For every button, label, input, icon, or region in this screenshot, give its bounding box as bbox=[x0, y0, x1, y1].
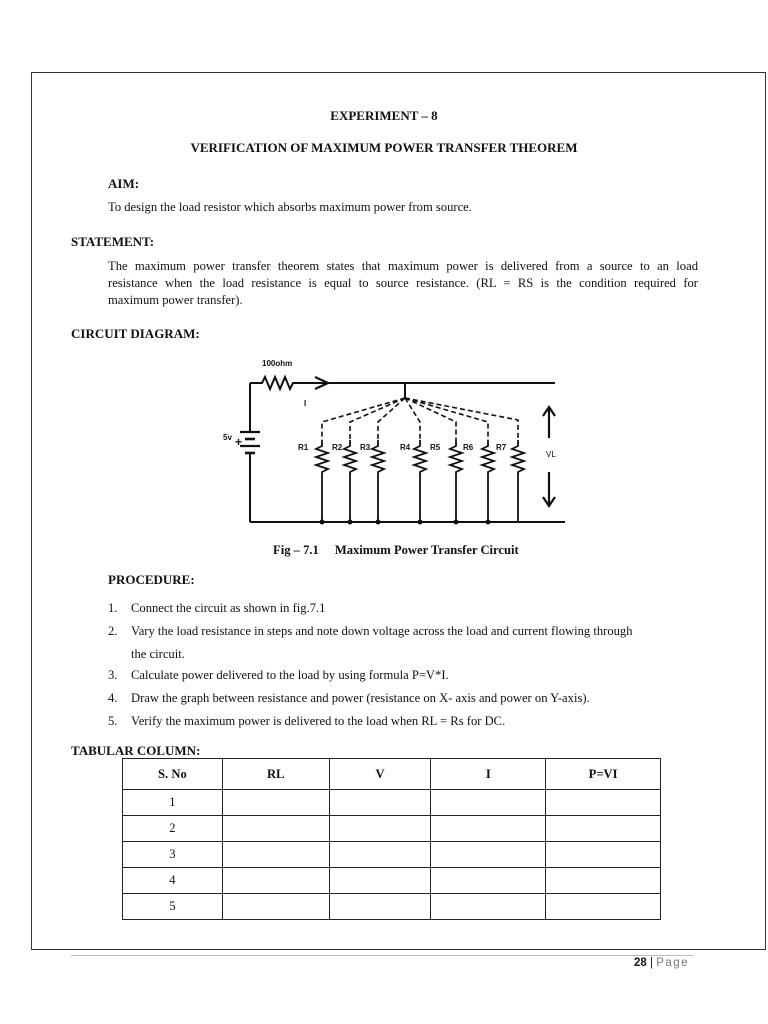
cell-rl bbox=[222, 790, 329, 816]
cell-v bbox=[329, 868, 431, 894]
resistor-r5 bbox=[450, 440, 462, 522]
vl-label: VL bbox=[546, 450, 556, 459]
resistor-r6 bbox=[482, 440, 494, 522]
resistor-r4 bbox=[414, 440, 426, 522]
table-header-row bbox=[123, 759, 661, 790]
step-text: Verify the maximum power is delivered to the load when RL = Rs for DC. bbox=[131, 714, 506, 728]
cell-sno: 1 bbox=[123, 790, 223, 816]
r6-label: R6 bbox=[463, 443, 474, 452]
table-row bbox=[123, 894, 661, 920]
experiment-subtitle: VERIFICATION OF MAXIMUM POWER TRANSFER THEOREM bbox=[190, 140, 578, 155]
cell-p bbox=[546, 842, 661, 868]
col-header-rl: RL bbox=[222, 759, 329, 790]
table-row bbox=[123, 842, 661, 868]
statement-line-3: maximum power transfer). bbox=[108, 293, 243, 307]
cell-p bbox=[546, 790, 661, 816]
source-resistor-label: 100ohm bbox=[262, 359, 293, 368]
cell-i bbox=[431, 790, 546, 816]
step-number: 1. bbox=[108, 601, 118, 615]
statement-line-2: resistance when the load resistance is equal to source resistance. (RL = RS is the condition required for bbox=[108, 276, 698, 290]
step-text: the circuit. bbox=[131, 647, 185, 661]
statement-heading: STATEMENT: bbox=[71, 234, 155, 249]
table-row bbox=[123, 790, 661, 816]
cell-sno: 4 bbox=[123, 868, 223, 894]
aim-heading: AIM: bbox=[108, 176, 140, 191]
cell-i bbox=[431, 868, 546, 894]
step-number: 4. bbox=[108, 691, 118, 705]
cell-i bbox=[431, 894, 546, 920]
step-number: 3. bbox=[108, 668, 118, 682]
figure-title: Maximum Power Transfer Circuit bbox=[334, 543, 519, 557]
cell-p bbox=[546, 868, 661, 894]
col-header-i: I bbox=[431, 759, 546, 790]
cell-rl bbox=[222, 868, 329, 894]
r3-label: R3 bbox=[360, 443, 371, 452]
aim-text: To design the load resistor which absorbs maximum power from source. bbox=[108, 200, 472, 214]
plus-label: + bbox=[235, 435, 243, 449]
statement-line-1: The maximum power transfer theorem states that maximum power is delivered from a source to an load bbox=[108, 259, 698, 273]
step-text: Connect the circuit as shown in fig.7.1 bbox=[131, 601, 326, 615]
switch-lines bbox=[322, 398, 518, 440]
cell-p bbox=[546, 816, 661, 842]
tabular-heading: TABULAR COLUMN: bbox=[71, 743, 201, 758]
cell-sno: 5 bbox=[123, 894, 223, 920]
resistor-r3 bbox=[372, 440, 384, 522]
cell-sno: 2 bbox=[123, 816, 223, 842]
circuit-heading: CIRCUIT DIAGRAM: bbox=[71, 326, 200, 341]
cell-v bbox=[329, 816, 431, 842]
cell-i bbox=[431, 816, 546, 842]
source-voltage-label: 5v bbox=[223, 433, 232, 442]
col-header-v: V bbox=[329, 759, 431, 790]
cell-v bbox=[329, 842, 431, 868]
table-row bbox=[123, 868, 661, 894]
page-number-footer bbox=[634, 957, 689, 969]
col-header-sno: S. No bbox=[123, 759, 223, 790]
resistor-r7 bbox=[512, 440, 524, 522]
cell-rl bbox=[222, 894, 329, 920]
step-number: 2. bbox=[108, 624, 118, 638]
cell-sno: 3 bbox=[123, 842, 223, 868]
step-text: Draw the graph between resistance and power (resistance on X- axis and power on Y-axis). bbox=[131, 691, 590, 705]
experiment-title: EXPERIMENT – 8 bbox=[330, 108, 438, 123]
procedure-heading: PROCEDURE: bbox=[108, 572, 195, 587]
r1-label: R1 bbox=[298, 443, 309, 452]
page-number: 28 bbox=[634, 957, 647, 969]
page-label: Page bbox=[656, 957, 690, 969]
cell-v bbox=[329, 894, 431, 920]
r2-label: R2 bbox=[332, 443, 343, 452]
r7-label: R7 bbox=[496, 443, 507, 452]
r4-label: R4 bbox=[400, 443, 411, 452]
figure-label: Fig – 7.1 bbox=[273, 543, 319, 557]
cell-v bbox=[329, 790, 431, 816]
cell-i bbox=[431, 842, 546, 868]
resistor-r2 bbox=[344, 440, 356, 522]
step-text: Calculate power delivered to the load by using formula P=V*I. bbox=[131, 668, 449, 682]
source-resistor bbox=[250, 377, 555, 389]
step-number: 5. bbox=[108, 714, 118, 728]
figure-caption bbox=[273, 543, 519, 558]
observation-table bbox=[122, 758, 661, 920]
page-separator: | bbox=[650, 957, 653, 969]
footer-divider bbox=[71, 955, 693, 956]
circuit-diagram bbox=[210, 350, 580, 535]
step-text: Vary the load resistance in steps and note down voltage across the load and current flowing through bbox=[131, 624, 633, 638]
cell-rl bbox=[222, 842, 329, 868]
cell-p bbox=[546, 894, 661, 920]
table-row bbox=[123, 816, 661, 842]
cell-rl bbox=[222, 816, 329, 842]
resistor-r1 bbox=[316, 440, 328, 522]
current-label: I bbox=[304, 399, 307, 408]
col-header-p: P=VI bbox=[546, 759, 661, 790]
r5-label: R5 bbox=[430, 443, 441, 452]
